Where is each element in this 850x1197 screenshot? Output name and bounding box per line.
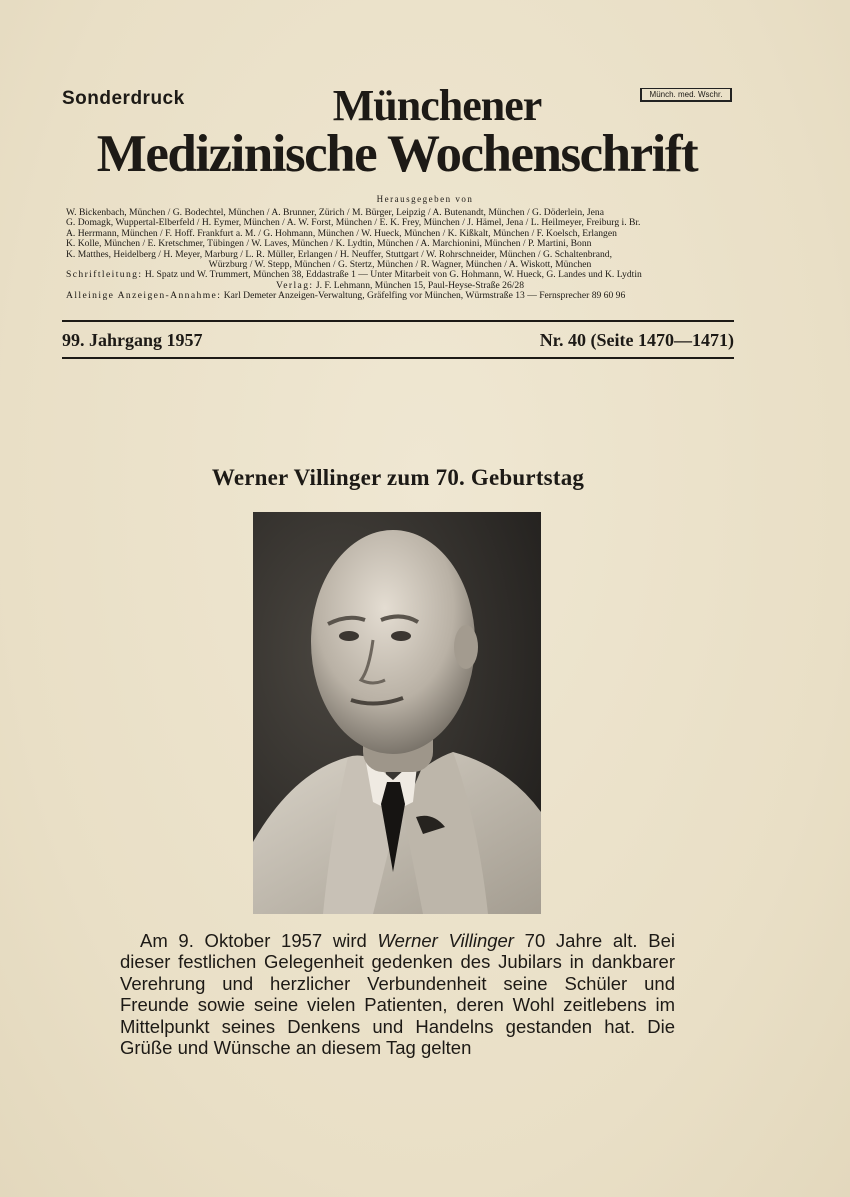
verlag-text: J. F. Lehmann, München 15, Paul-Heyse-Straße 26/28 xyxy=(315,280,525,291)
schriftleitung-label: Schriftleitung: xyxy=(66,270,143,281)
editors-line: A. Herrmann, München / F. Hoff. Frankfurt a. M. / G. Hohmann, München / W. Hueck, München / K. Kißkalt, München / F. Koelsch, Erlangen xyxy=(66,228,617,239)
schriftleitung-line xyxy=(66,270,734,280)
verlag-line xyxy=(66,281,734,291)
editors-line: K. Matthes, Heidelberg / H. Meyer, Marburg / L. R. Müller, Erlangen / H. Neuffer, Stuttgart / W. Rohrschneider, München / G. Schaltenbrand, xyxy=(66,249,612,260)
person-name: Werner Villinger xyxy=(377,930,514,951)
sonderdruck-label: Sonderdruck xyxy=(62,88,185,109)
portrait-illustration xyxy=(253,512,541,914)
anzeigen-text: Karl Demeter Anzeigen-Verwaltung, Gräfelfing vor München, Würmstraße 13 — Fernsprecher 89 60 96 xyxy=(223,291,626,302)
article-title: Werner Villinger zum 70. Geburtstag xyxy=(211,465,585,490)
journal-title-line2: Medizinische Wochenschrift xyxy=(96,125,698,183)
anzeigen-line xyxy=(66,291,734,301)
issue-row xyxy=(62,330,734,351)
portrait-photo xyxy=(253,512,541,914)
editors-line: K. Kolle, München / E. Kretschmer, Tübingen / W. Laves, München / K. Lydtin, München / A. Marchionini, München / P. Martini, Bonn xyxy=(66,239,592,250)
header-rule-top xyxy=(62,320,734,322)
journal-title-line1: Münchener xyxy=(332,81,542,130)
issue-number-pages: Nr. 40 (Seite 1470—1471) xyxy=(539,330,734,350)
verlag-label: Verlag: xyxy=(275,280,314,291)
schriftleitung-text: H. Spatz und W. Trummert, München 38, Eddastraße 1 — Unter Mitarbeit von G. Hohmann, W. Hueck, G. Landes und K. Lydtin xyxy=(144,270,642,281)
editors-heading: Herausgegeben von xyxy=(376,194,474,204)
journal-abbreviation-box: Münch. med. Wschr. xyxy=(640,88,732,102)
article-body xyxy=(120,930,675,1058)
editors-line: Würzburg / W. Stepp, München / G. Stertz, München / R. Wagner, München / A. Wiskott, München xyxy=(208,260,592,271)
editors-block xyxy=(66,208,734,302)
editors-line: W. Bickenbach, München / G. Bodechtel, München / A. Brunner, Zürich / M. Bürger, Leipzig / A. Butenandt, München / G. Döderlein, Jena xyxy=(66,208,604,218)
anzeigen-label: Alleinige Anzeigen-Annahme: xyxy=(66,291,222,302)
editors-line: G. Domagk, Wuppertal-Elberfeld / H. Eymer, München / A. W. Forst, München / E. K. Frey, München / J. Hämel, Jena / L. Heilmeyer, Freiburg i. Br. xyxy=(66,218,641,229)
volume-year: 99. Jahrgang 1957 xyxy=(62,330,203,350)
header-rule-bottom xyxy=(62,357,734,359)
article-paragraph: Am 9. Oktober 1957 wird Werner Villinger 70 Jahre alt. Bei dieser festlichen Gelegenheit gedenken des Jubilars in dankbarer Verehrung und herzlicher Verbundenheit seine Schüler und Freunde sowie seine vielen Patienten, deren Wohl zeitlebens im Mittelpunkt seines Denkens und Handelns gestanden hat. Die Grüße und Wünsche an diesem Tag gelten xyxy=(120,930,675,1059)
